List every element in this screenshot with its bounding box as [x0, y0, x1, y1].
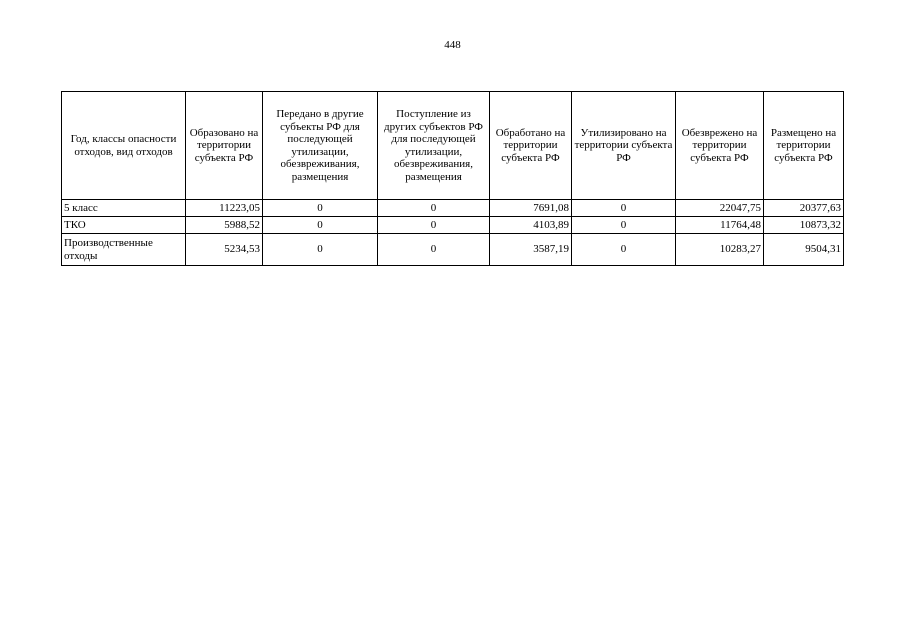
- row-label: ТКО: [62, 217, 186, 234]
- cell-placed: 20377,63: [764, 200, 844, 217]
- cell-received-in: 0: [378, 200, 490, 217]
- cell-processed: 4103,89: [490, 217, 572, 234]
- header-neutralized: Обезврежено на территории субъекта РФ: [676, 92, 764, 200]
- cell-neutralized: 10283,27: [676, 234, 764, 266]
- header-utilized: Утилизировано на территории субъекта РФ: [572, 92, 676, 200]
- cell-utilized: 0: [572, 217, 676, 234]
- cell-transferred-out: 0: [263, 217, 378, 234]
- table-row: [62, 234, 844, 266]
- table-row: [62, 217, 844, 234]
- cell-placed: 9504,31: [764, 234, 844, 266]
- page-number: 448: [444, 39, 461, 51]
- cell-generated: 11223,05: [186, 200, 263, 217]
- header-processed: Обработано на территории субъекта РФ: [490, 92, 572, 200]
- header-transferred-out: Передано в другие субъекты РФ для последующей утилизации, обезвреживания, размещения: [263, 92, 378, 200]
- cell-processed: 7691,08: [490, 200, 572, 217]
- cell-received-in: 0: [378, 234, 490, 266]
- cell-processed: 3587,19: [490, 234, 572, 266]
- row-label: Производственные отходы: [62, 234, 186, 266]
- cell-utilized: 0: [572, 200, 676, 217]
- cell-neutralized: 11764,48: [676, 217, 764, 234]
- cell-generated: 5234,53: [186, 234, 263, 266]
- cell-neutralized: 22047,75: [676, 200, 764, 217]
- header-generated: Образовано на территории субъекта РФ: [186, 92, 263, 200]
- cell-utilized: 0: [572, 234, 676, 266]
- table-header-row: [62, 92, 844, 200]
- header-placed: Размещено на территории субъекта РФ: [764, 92, 844, 200]
- waste-table: [61, 91, 844, 266]
- cell-transferred-out: 0: [263, 234, 378, 266]
- header-received-in: Поступление из других субъектов РФ для последующей утилизации, обезвреживания, размещения: [378, 92, 490, 200]
- row-label: 5 класс: [62, 200, 186, 217]
- cell-generated: 5988,52: [186, 217, 263, 234]
- cell-transferred-out: 0: [263, 200, 378, 217]
- header-category: Год, классы опасности отходов, вид отходов: [62, 92, 186, 200]
- cell-placed: 10873,32: [764, 217, 844, 234]
- table-row: [62, 200, 844, 217]
- cell-received-in: 0: [378, 217, 490, 234]
